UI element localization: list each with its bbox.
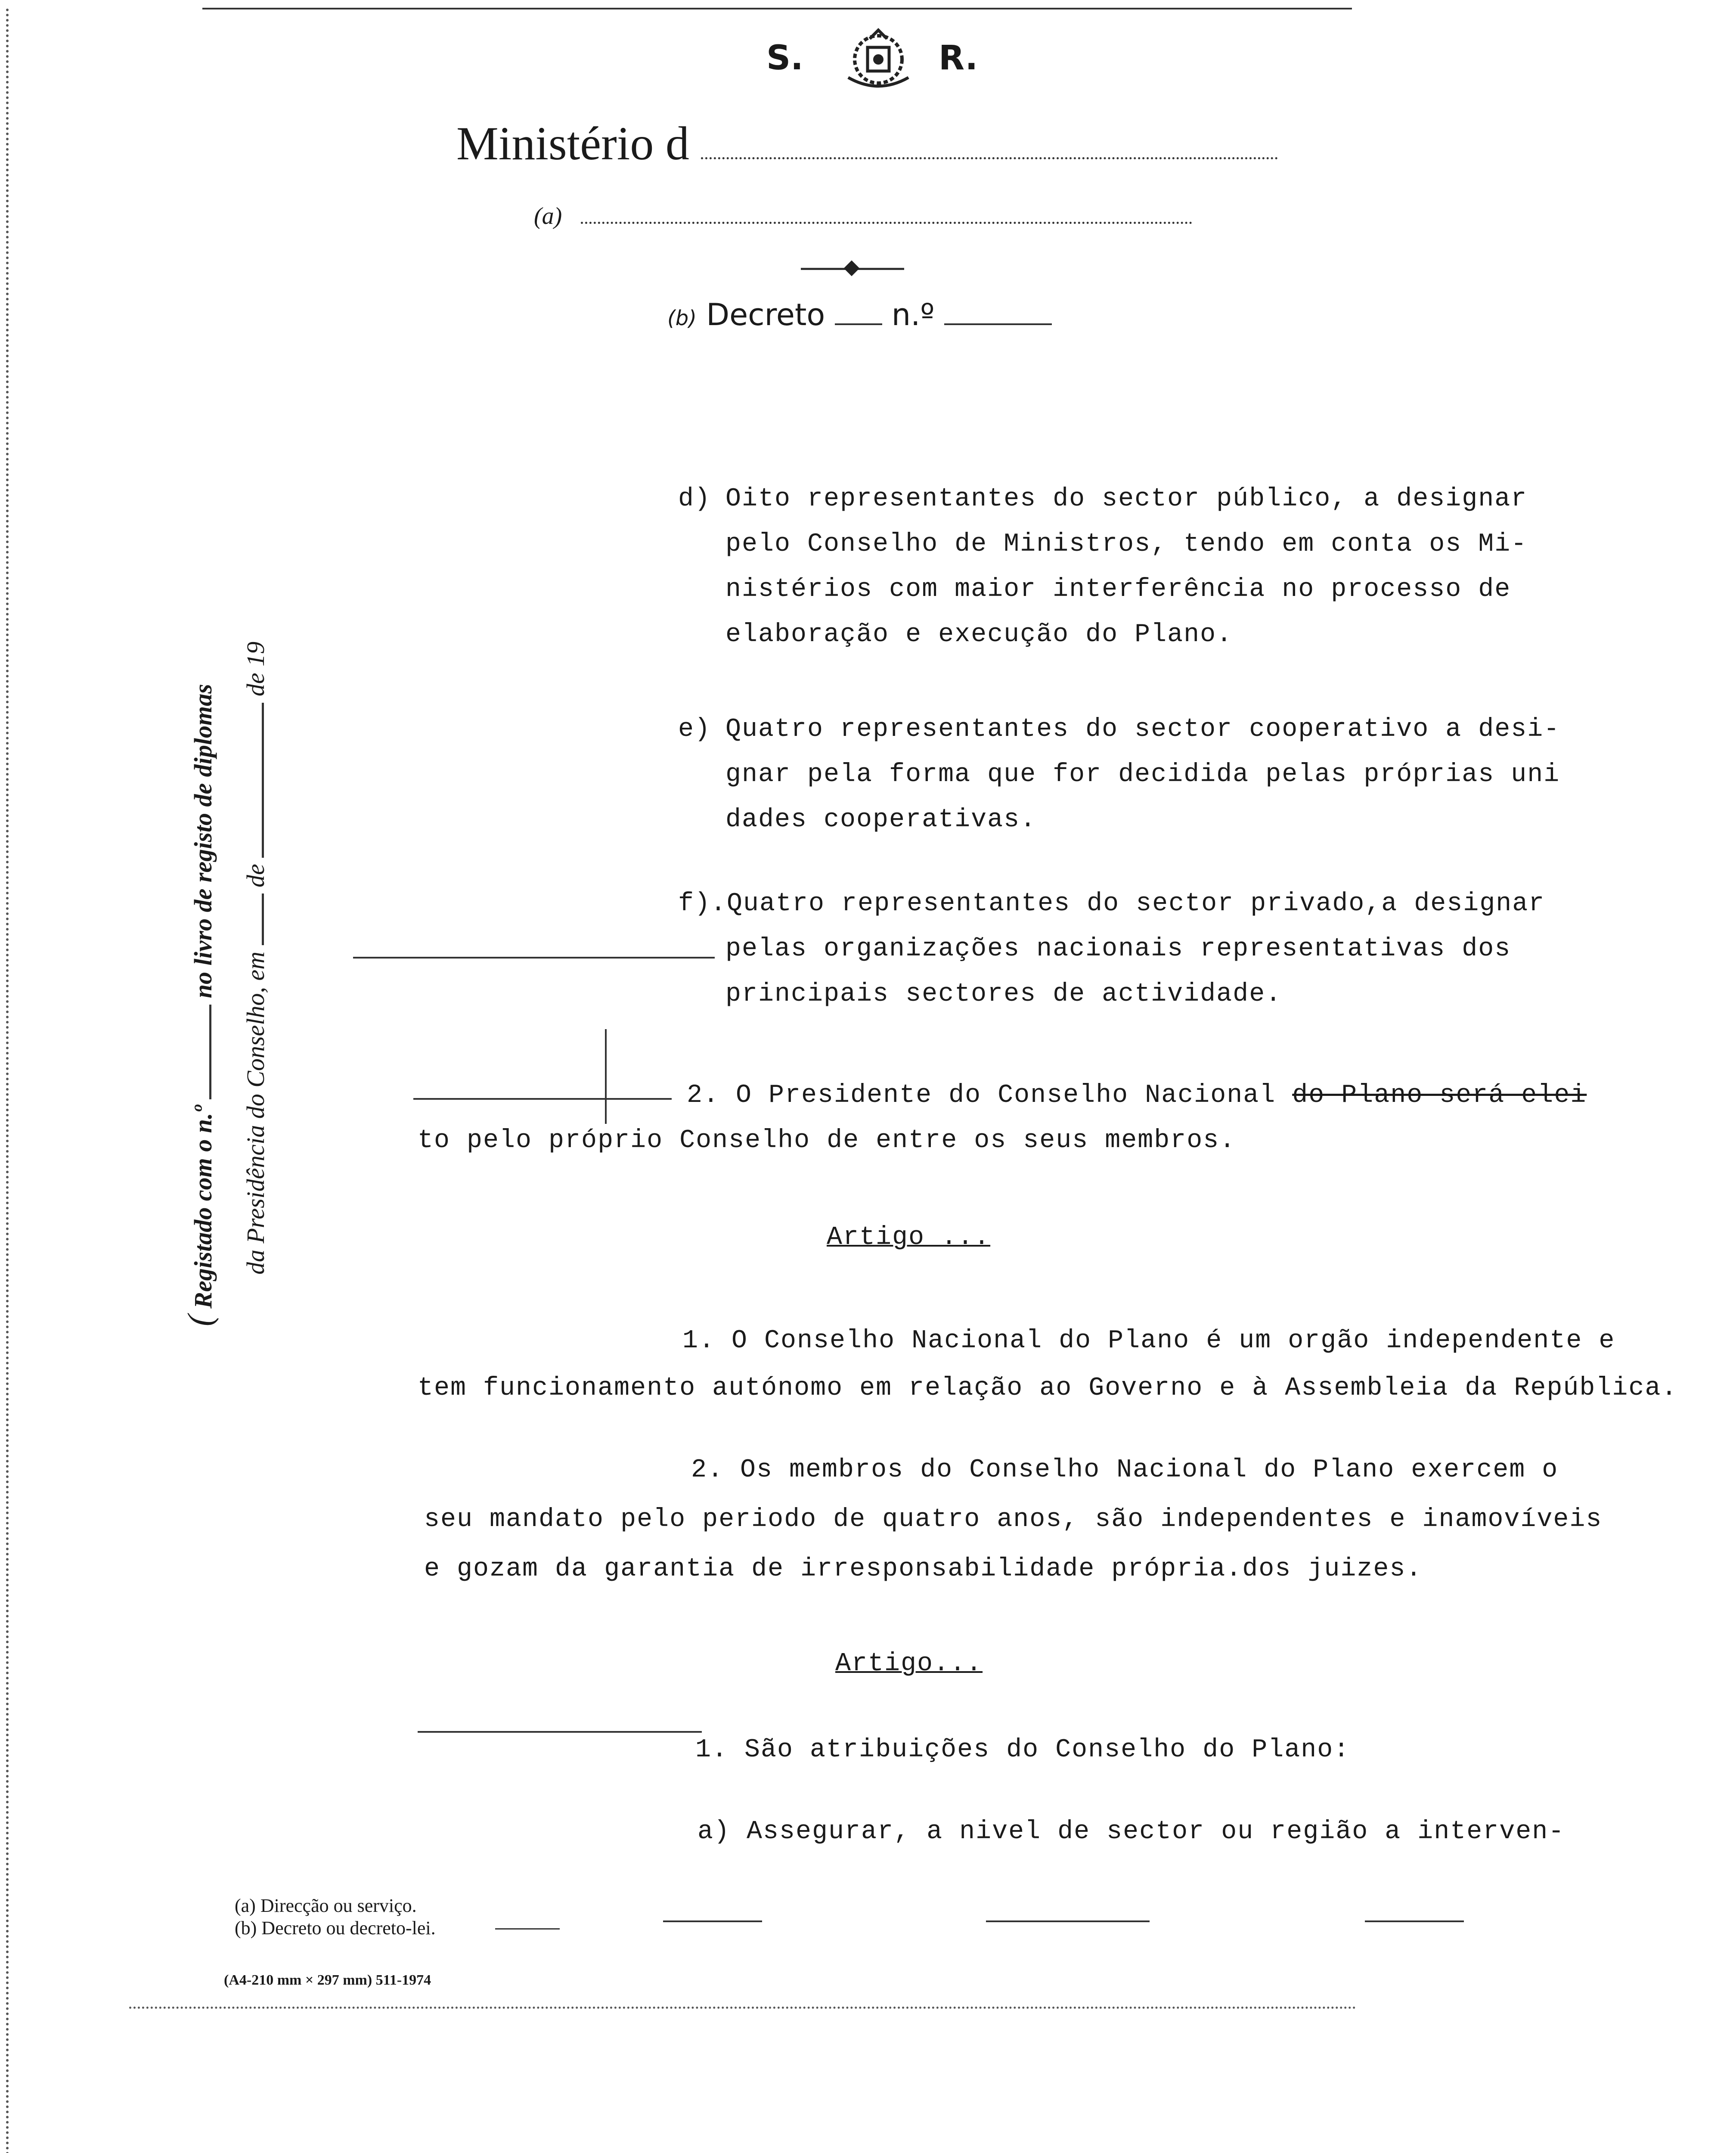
left-perforation-edge <box>6 9 9 2153</box>
article-2-para-1: 1. São atribuições do Conselho do Plano: <box>695 1735 1350 1765</box>
field-a-marker: (a) <box>534 203 562 230</box>
decree-number-label: n.º <box>891 297 935 332</box>
para-2-start: 2. O Presidente do Conselho Nacional do Plano será elei <box>687 1081 1587 1110</box>
footnote-b-rule <box>495 1928 560 1930</box>
decree-type-blank <box>835 323 882 325</box>
para-2-continuation: to pelo próprio Conselho de entre os seus membros. <box>418 1126 1236 1155</box>
ministry-blank-field <box>701 157 1278 159</box>
item-f-line-3: principais sectores de actividade. <box>725 980 1282 1009</box>
coat-of-arms-emblem <box>835 26 921 95</box>
struck-text: do Plano será elei <box>1292 1081 1587 1110</box>
item-d-line-3: nistérios com maior interferência no processo de <box>725 575 1511 604</box>
item-e-line-3: dades cooperativas. <box>725 805 1037 835</box>
article-2-item-a: a) Assegurar, a nivel de sector ou região a interven- <box>698 1817 1565 1846</box>
item-e-letter: e) <box>678 715 711 744</box>
margin-registration-number-blank <box>209 1005 211 1099</box>
para-2-pencil-mark <box>605 1029 607 1124</box>
bottom-rule-2 <box>986 1920 1150 1922</box>
field-a-blank <box>581 222 1192 224</box>
article-2-lead-rule <box>418 1731 702 1733</box>
header-left-letter: S. <box>766 39 803 78</box>
article-1-para-1-line-1: 1. O Conselho Nacional do Plano é um orgão independente e <box>682 1326 1615 1356</box>
article-2-heading: Artigo... <box>835 1649 983 1678</box>
item-e-line-1: Quatro representantes do sector cooperativo a desi- <box>725 715 1560 744</box>
item-f-line-2: pelas organizações nacionais representativas dos <box>725 934 1511 964</box>
margin-day-blank <box>262 893 264 945</box>
item-d-line-4: elaboração e execução do Plano. <box>725 620 1233 649</box>
item-f-letter: f) <box>678 889 711 918</box>
item-d-letter: d) <box>678 484 711 514</box>
margin-registration-note <box>181 508 301 1326</box>
ministry-label: Ministério d <box>456 117 689 170</box>
decree-word: Decreto <box>706 297 825 332</box>
item-f-line-1: .Quatro representantes do sector privado,a designar <box>710 889 1545 918</box>
bottom-page-edge <box>129 2007 1356 2009</box>
article-1-para-2-line-3: e gozam da garantia de irresponsabilidade própria.dos juizes. <box>424 1554 1423 1584</box>
article-1-para-1-line-2: tem funcionamento autónomo em relação ao Governo e à Assembleia da República. <box>418 1374 1678 1403</box>
article-1-para-2-line-1: 2. Os membros do Conselho Nacional do Plano exercem o <box>691 1455 1559 1485</box>
form-code: (A4-210 mm × 297 mm) 511-1974 <box>224 1972 431 1988</box>
para-2-lead-rule <box>413 1098 672 1100</box>
bottom-rule-3 <box>1365 1920 1464 1922</box>
field-a-line <box>534 202 1192 230</box>
decree-line <box>667 297 1052 332</box>
decree-marker: (b) <box>667 306 697 330</box>
bottom-rule-1 <box>663 1920 762 1922</box>
header-right-letter: R. <box>939 39 978 78</box>
decree-number-blank <box>944 323 1052 325</box>
item-f-margin-rule <box>353 957 715 959</box>
margin-note-line1: Registado com o n.º <box>189 1105 217 1309</box>
margin-bracket-icon: ( <box>181 1315 219 1326</box>
article-1-para-2-line-2: seu mandato pelo periodo de quatro anos, são independentes e inamovíveis <box>424 1505 1603 1534</box>
footnote-a: (a) Direcção ou serviço. <box>235 1895 417 1916</box>
item-e-line-2: gnar pela forma que for decidida pelas próprias uni <box>725 760 1560 789</box>
margin-note-line1b: no livro de registo de diplomas <box>189 684 217 999</box>
margin-month-blank <box>262 703 264 858</box>
margin-note-line2c: de 19 <box>242 641 270 697</box>
diamond-ornament-icon <box>844 261 860 276</box>
margin-note-line2b: de <box>242 864 270 887</box>
top-rule <box>202 8 1352 9</box>
item-d-line-2: pelo Conselho de Ministros, tendo em conta os Mi- <box>725 530 1528 559</box>
footnote-b: (b) Decreto ou decreto-lei. <box>235 1917 436 1939</box>
item-d-line-1: Oito representantes do sector público, a designar <box>725 484 1528 514</box>
margin-note-line2: da Presidência do Conselho, em <box>242 951 270 1275</box>
article-1-heading: Artigo ... <box>827 1223 991 1252</box>
ministry-line <box>456 116 1278 171</box>
